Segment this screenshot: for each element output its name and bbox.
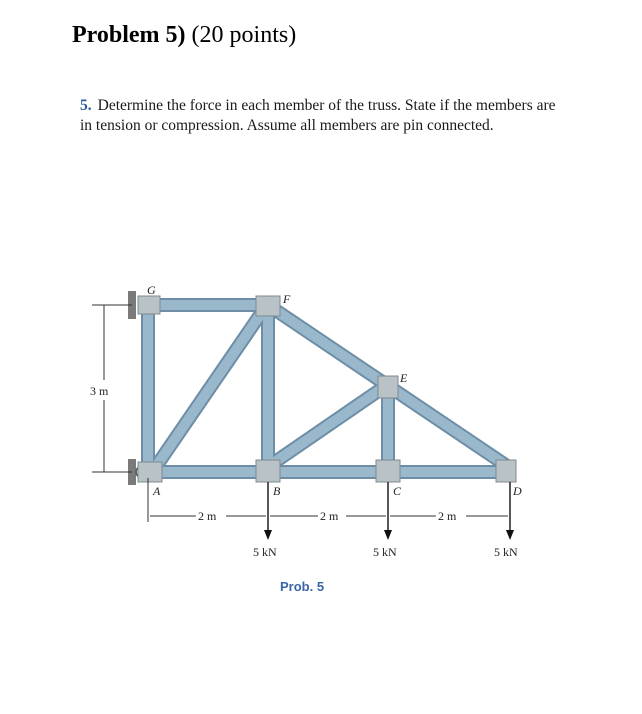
joint-label-f: F bbox=[283, 292, 291, 306]
gusset-e bbox=[378, 376, 398, 398]
span-cd-label: 2 m bbox=[438, 509, 457, 523]
gusset-b bbox=[256, 460, 280, 482]
load-label-c: 5 kN bbox=[373, 545, 397, 559]
joint-label-a: A bbox=[153, 484, 161, 498]
gusset-a bbox=[138, 462, 162, 482]
member-be bbox=[272, 387, 384, 464]
joint-label-g: G bbox=[147, 283, 156, 297]
span-bc-label: 2 m bbox=[320, 509, 339, 523]
load-arrows bbox=[268, 482, 510, 532]
joint-label-c: C bbox=[393, 484, 402, 498]
problem-title-bold: Problem 5) bbox=[72, 22, 186, 48]
load-arrowheads bbox=[264, 530, 514, 540]
gusset-c bbox=[376, 460, 400, 482]
gusset-f bbox=[256, 296, 280, 316]
problem-points: (20 points) bbox=[191, 22, 297, 48]
arrowhead-d bbox=[506, 530, 514, 540]
joint-label-b: B bbox=[273, 484, 281, 498]
arrowhead-c bbox=[384, 530, 392, 540]
load-label-b: 5 kN bbox=[253, 545, 277, 559]
load-label-d: 5 kN bbox=[494, 545, 518, 559]
joint-label-d: D bbox=[513, 484, 522, 498]
problem-text: Determine the force in each member of the truss. State if the members are in tension or compression. Assume all members are pin connected. bbox=[80, 97, 556, 134]
gusset-plates bbox=[138, 296, 516, 482]
member-af bbox=[155, 312, 262, 468]
gusset-d bbox=[496, 460, 516, 482]
truss-members bbox=[148, 305, 510, 472]
arrowhead-b bbox=[264, 530, 272, 540]
problem-number: 5. bbox=[80, 97, 92, 114]
joint-label-e: E bbox=[400, 371, 408, 385]
span-ab-label: 2 m bbox=[198, 509, 217, 523]
height-dim-label: 3 m bbox=[90, 384, 109, 398]
gusset-g bbox=[138, 296, 160, 314]
figure-caption: Prob. 5 bbox=[280, 579, 325, 594]
